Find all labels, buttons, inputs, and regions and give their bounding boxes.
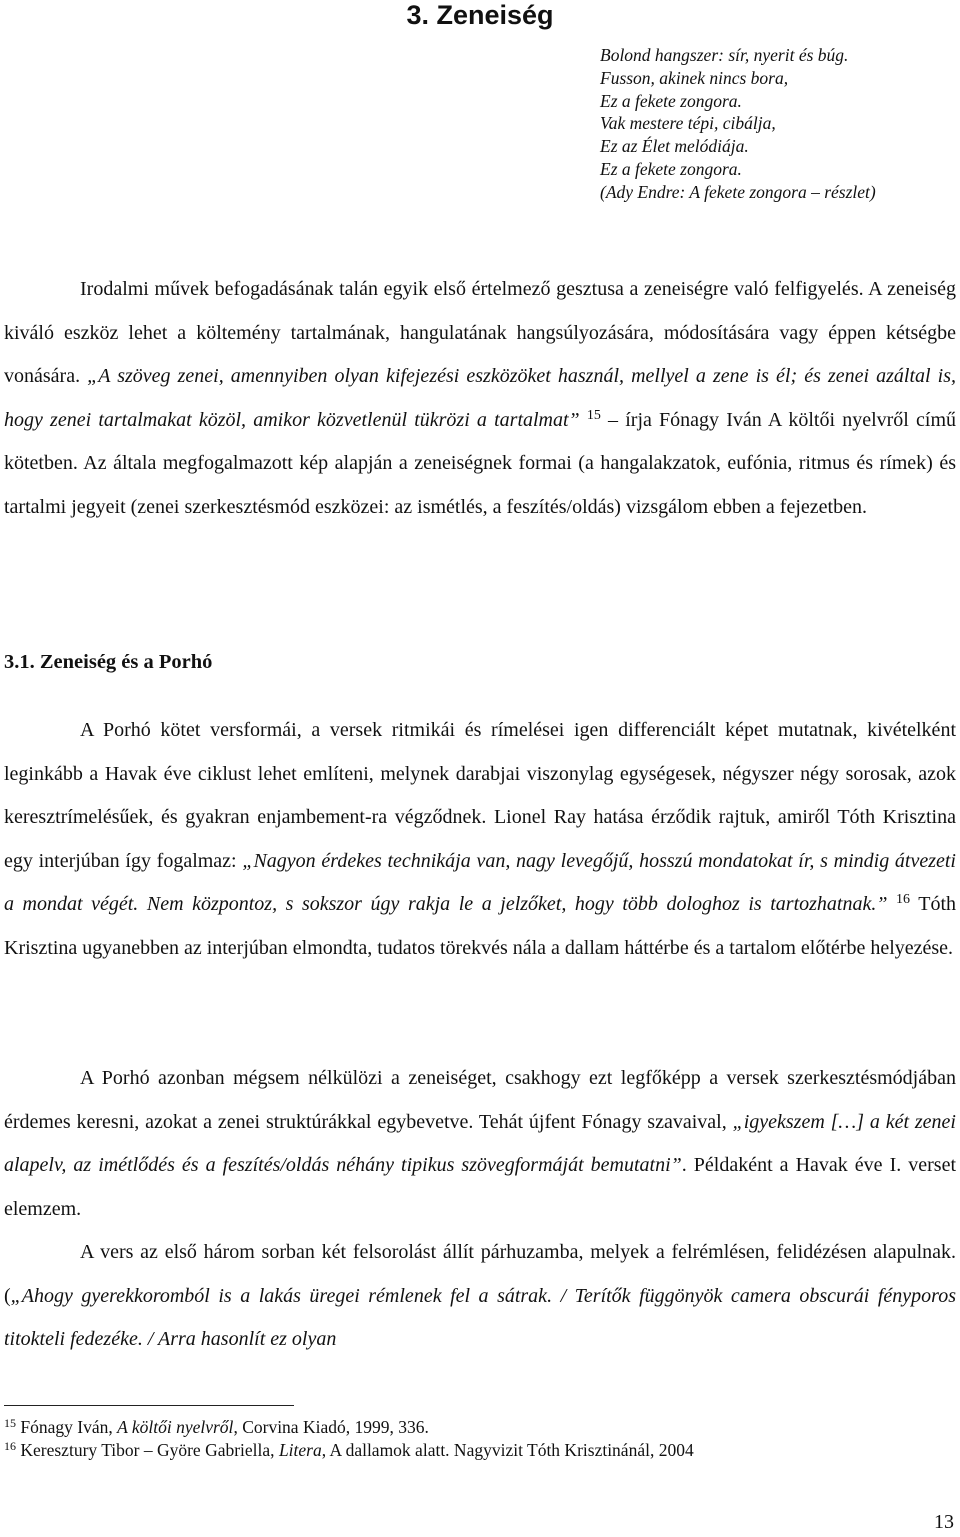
footnote-text: Fónagy Iván, — [20, 1417, 118, 1437]
chapter-title: 3. Zeneiség — [406, 0, 554, 30]
footnote-title: Litera — [278, 1440, 322, 1460]
footnote-text: , A dallamok alatt. Nagyvizit Tóth Krisztinánál, 2004 — [321, 1440, 694, 1460]
footnote-16 — [4, 1439, 944, 1462]
footnote-number: 16 — [4, 1439, 16, 1453]
poem-quote: „Ahogy gyerekkoromból is a lakás üregei rémlenek fel a sátrak. / Terítők függönyök camera obscurái fényporos titokteli fedezéke. / Arra hasonlít ez olyan — [4, 1284, 956, 1350]
epigraph-poem — [600, 44, 876, 204]
epigraph-line: Vak mestere tépi, cibálja, — [600, 113, 776, 134]
paragraph-text: A Porhó azonban mégsem nélkülözi a zeneiséget, csakhogy ezt legfőképp a versek szerkesztésmódjában érdemes keresni, azokat a zenei struktúrákkal egybevetve. Tehát újfent Fónagy szavaival, — [4, 1067, 956, 1133]
fonagy-quote: „A szöveg zenei, amennyiben olyan kifejezési eszközöket használ, mellyel a zene is él; és zenei azáltal is, hogy zenei tartalmakat közöl, amikor közvetlenül tükrözi a tartalmat” — [4, 365, 956, 431]
footnote-text: , Corvina Kiadó, 1999, 336. — [233, 1417, 429, 1437]
section-paragraph-1 — [4, 709, 956, 970]
footnote-15 — [4, 1416, 944, 1439]
epigraph-line: Fusson, akinek nincs bora, — [600, 67, 789, 88]
page-number: 13 — [934, 1511, 954, 1533]
section-paragraph-2 — [4, 1057, 956, 1231]
paragraph-text: A vers az első három sorban két felsorolást állít párhuzamba, melyek a felrémlésen, felidézésen alapulnak. ( — [4, 1241, 956, 1307]
footnote-title: A költői nyelvről — [117, 1417, 234, 1437]
footnotes — [4, 1416, 944, 1462]
paragraph-text-continued: . Példaként a Havak éve I. verset elemzem. — [4, 1154, 957, 1220]
epigraph-line: Ez a fekete zongora. — [600, 90, 742, 111]
fonagy-quote-2: „igyekszem […] a két zenei alapelv, az imétlődés és a feszítés/oldás néhány tipikus szövegformáját bemutatni” — [4, 1110, 956, 1176]
intro-text: Irodalmi művek befogadásának talán egyik első értelmező gesztusa a zeneiségre való felfigyelés. A zeneiség kiváló eszköz lehet a költemény tartalmának, hangulatának hangsúlyozására, módosítására vagy éppen kétségbe vonására. — [4, 278, 956, 387]
epigraph-line: Ez a fekete zongora. — [600, 158, 742, 179]
paragraph-text-continued: Tóth Krisztina ugyanebben az interjúban elmondta, tudatos törekvés nála a dallam háttérbe és a tartalom előtérbe helyezése. — [4, 893, 956, 959]
interview-quote: „Nagyon érdekes technikája van, nagy levegőjű, hosszú mondatokat ír, s mindig átvezeti a mondat végét. Nem központoz, s sokszor úgy rakja le a jelzőket, hogy több dologhoz is tartozhatnak.” — [4, 849, 956, 915]
footnote-number: 15 — [4, 1416, 16, 1430]
footnote-text: Keresztury Tibor – Györe Gabriella, — [20, 1440, 279, 1460]
epigraph-attribution: (Ady Endre: A fekete zongora – részlet) — [600, 181, 876, 202]
epigraph-line: Ez az Élet melódiája. — [600, 136, 749, 157]
epigraph-line: Bolond hangszer: sír, nyerit és búg. — [600, 45, 849, 65]
intro-text-continued: – írja Fónagy Iván A költői nyelvről című kötetben. Az általa megfogalmazott kép alapján a zeneiségnek formai (a hangalakzatok, eufónia, ritmus és rímek) és tartalmi jegyeit (zenei szerkesztésmód eszközei: az ismétlés, a feszítés/oldás) vizsgálom ebben a fejezetben. — [4, 408, 957, 518]
footnote-ref-16[interactable]: 16 — [896, 892, 911, 907]
section-paragraph-3 — [4, 1231, 956, 1362]
intro-paragraph — [4, 268, 956, 529]
footnote-divider — [4, 1405, 294, 1406]
paragraph-text: A Porhó kötet versformái, a versek ritmikái és rímelései igen differenciált képet mutatnak, kivételként leginkább a Havak éve ciklust lehet említeni, melynek darabjai viszonylag egységesek, négyszer négy sorosak, azok keresztrímelésűek, és gyakran enjambement-ra végződnek. Lionel Ray hatása érződik rajtuk, amiről Tóth Krisztina egy interjúban így fogalmaz: — [4, 719, 956, 872]
footnote-ref-15[interactable]: 15 — [586, 407, 601, 423]
section-heading: 3.1. Zeneiség és a Porhó — [4, 651, 213, 673]
